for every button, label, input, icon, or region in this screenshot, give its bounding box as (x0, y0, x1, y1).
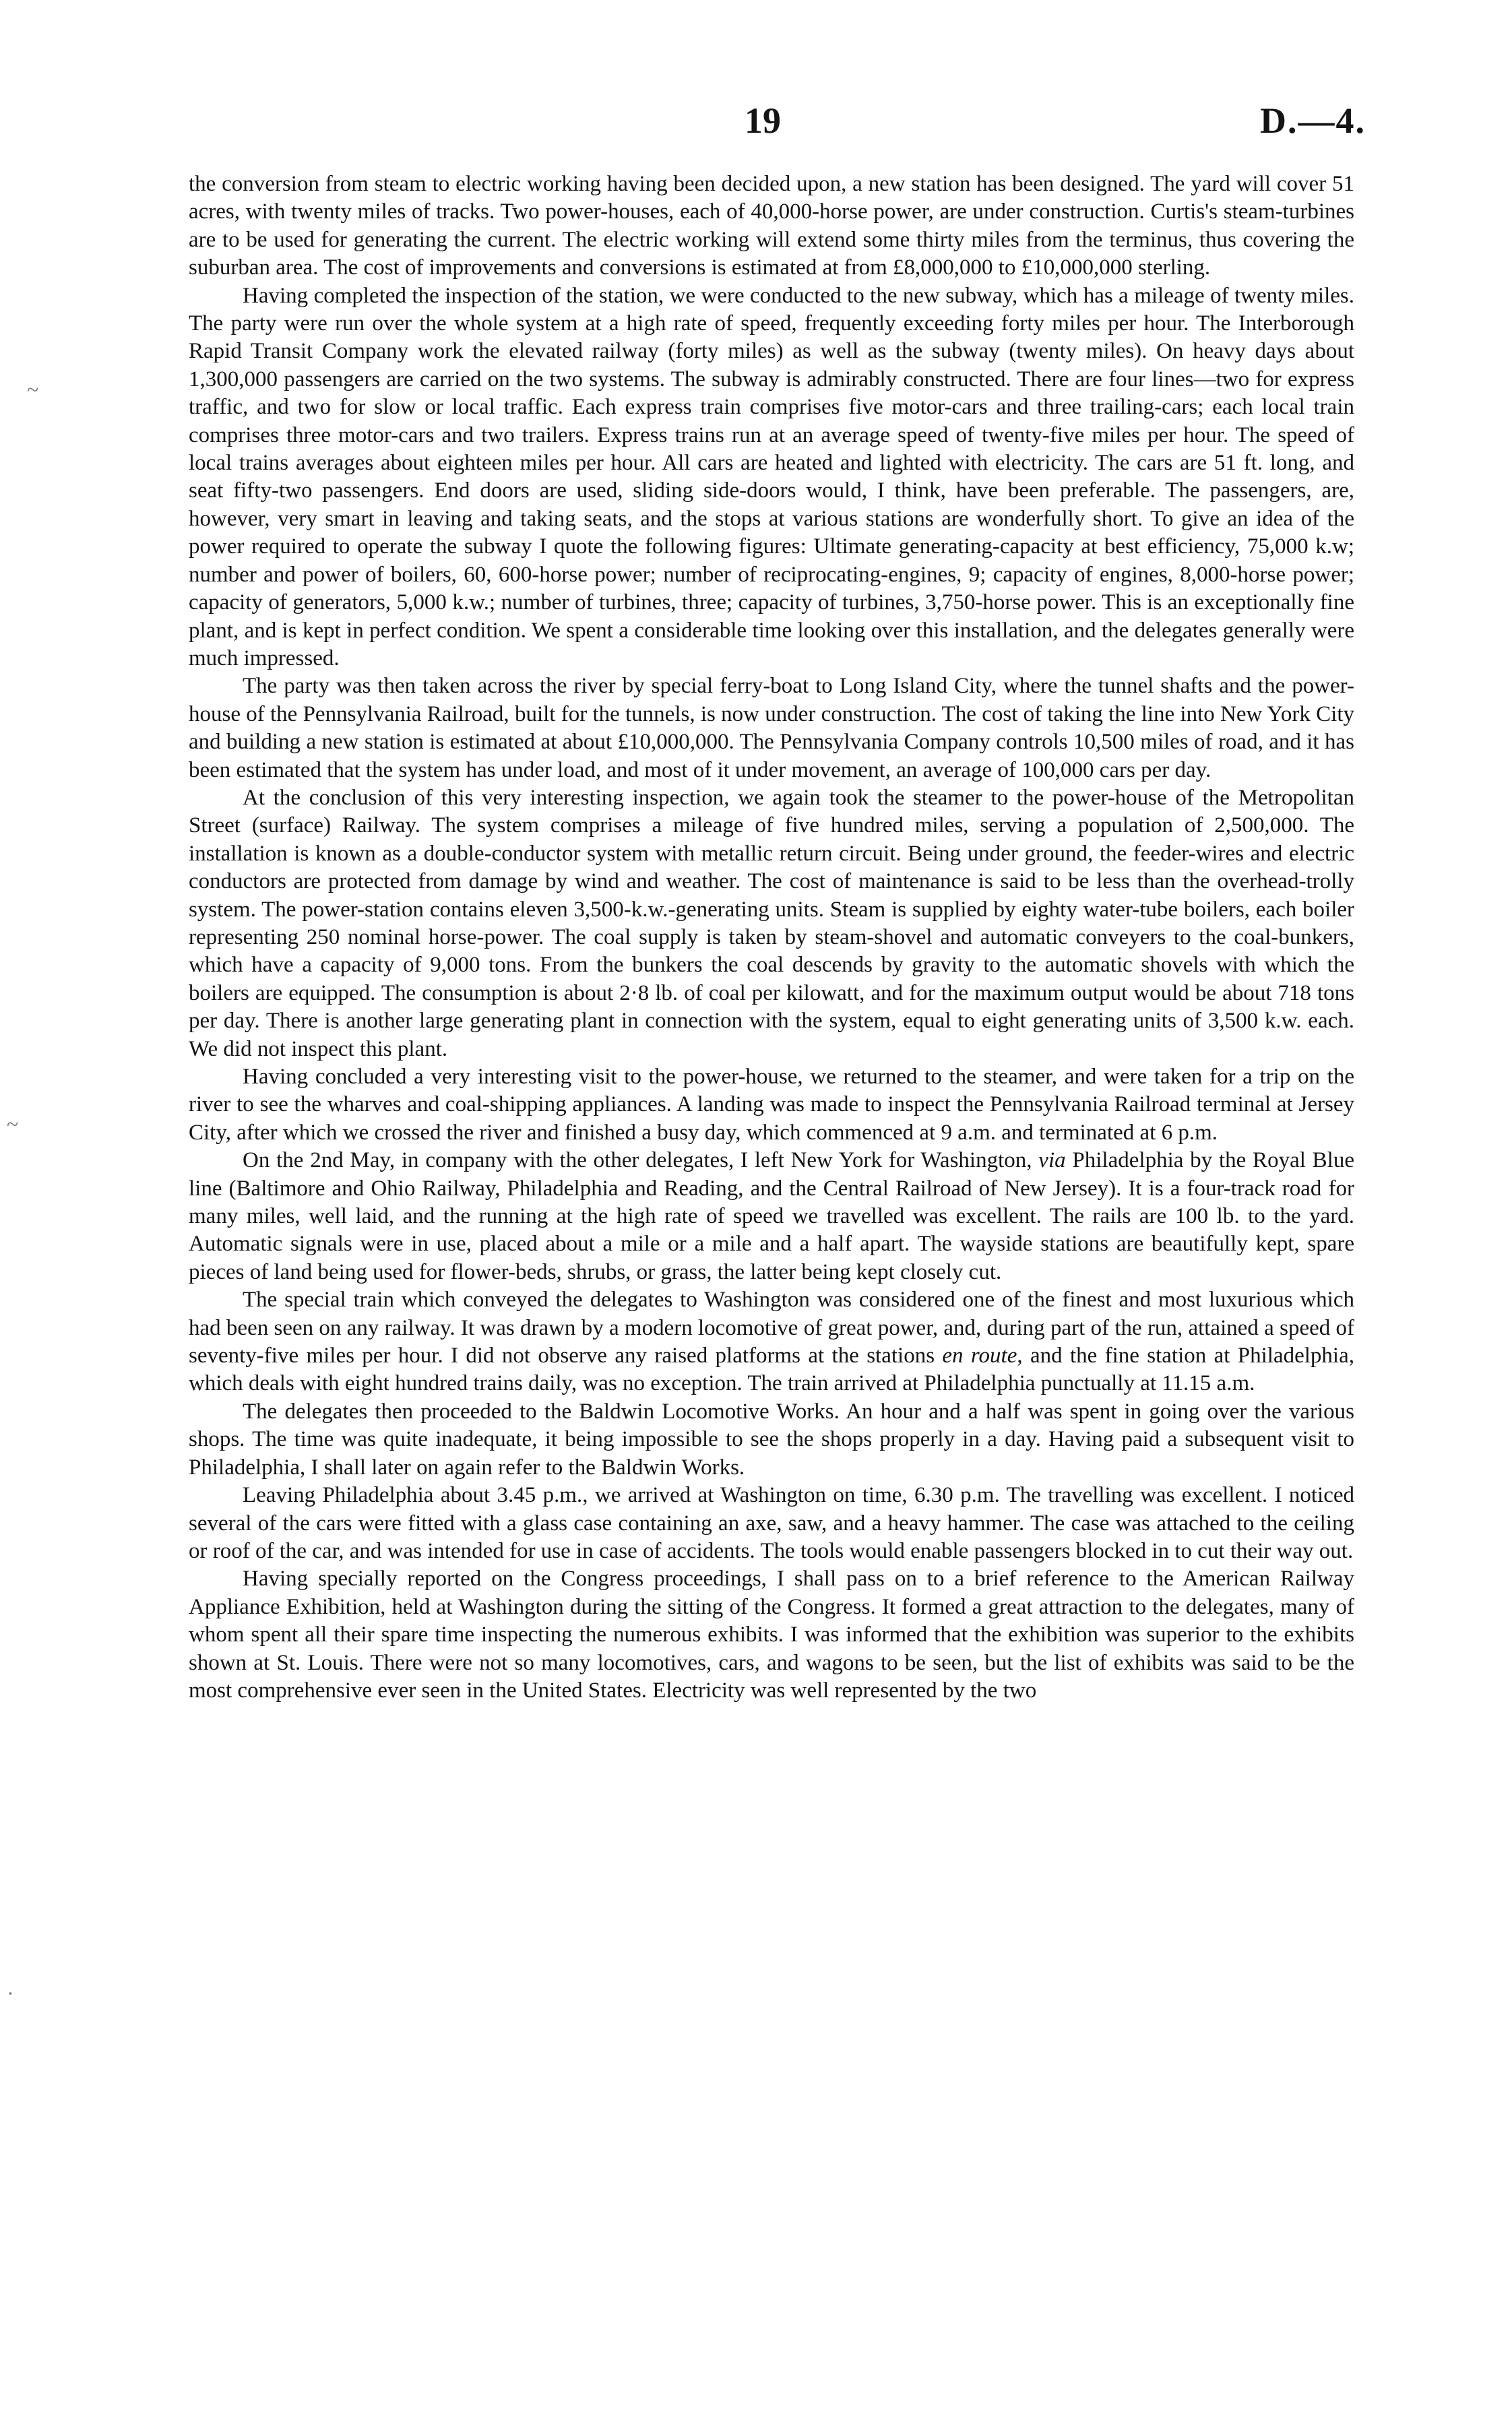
paragraph-text: On the 2nd May, in company with the other delegates, I left New York for Washington, (243, 1148, 1039, 1173)
document-reference: D.—4. (1260, 100, 1366, 141)
paragraph-text: The party was then taken across the river by special ferry-boat to Long Island City, where the tunnel shafts and the power-house of the Pennsylvania Railroad, built for the tunnels, is now under construction. The cost of taking the line into New York City and building a new station is estimated at about £10,000,000. The Pennsylvania Company controls 10,500 miles of road, and it has been estimated that the system has under load, and most of it under movement, an average of 100,000 cars per day. (189, 674, 1354, 782)
paragraph-3 (189, 672, 1354, 784)
margin-mark-2: ~ (7, 1112, 19, 1136)
paragraph-text: The delegates then proceeded to the Baldwin Locomotive Works. An hour and a half was spent in going over the various shops. The time was quite inadequate, it being impossible to see the shops properly in a day. Having paid a subsequent visit to Philadelphia, I shall later on again refer to the Baldwin Works. (189, 1399, 1354, 1480)
paragraph-text: Leaving Philadelphia about 3.45 p.m., we arrived at Washington on time, 6.30 p.m. The travelling was excellent. I noticed several of the cars were fitted with a glass case containing an axe, saw, and a heavy hammer. The case was attached to the ceiling or roof of the car, and was intended for use in case of accidents. The tools would enable passengers blocked in to cut their way out. (189, 1483, 1354, 1563)
paragraph-7 (189, 1286, 1354, 1398)
paragraph-text: The special train which conveyed the delegates to Washington was considered one of the finest and most luxurious which had been seen on any railway. It was drawn by a modern locomotive of great power, and, during part of the run, attained a speed of seventy-five miles per hour. I did not observe any raised platforms at the stations (189, 1288, 1354, 1368)
margin-mark-1: ~ (27, 377, 39, 402)
document-body (189, 170, 1354, 1705)
page-number: 19 (745, 100, 781, 141)
margin-mark-3: · (7, 1981, 14, 2005)
paragraph-text: the conversion from steam to electric working having been decided upon, a new station has been designed. The yard will cover 51 acres, with twenty miles of tracks. Two power-houses, each of 40,000-horse power, are under construction. Curtis's steam-turbines are to be used for generating the current. The electric working will extend some thirty miles from the terminus, thus covering the suburban area. The cost of improvements and conversions is estimated at from £8,000,000 to £10,000,000 sterling. (189, 172, 1354, 280)
paragraph-text: At the conclusion of this very interesting inspection, we again took the steamer to the power-house of the Metropolitan Street (surface) Railway. The system comprises a mileage of five hundred miles, serving a population of 2,500,000. The installation is known as a double-conductor system with metallic return circuit. Being under ground, the feeder-wires and electric conductors are protected from damage by wind and weather. The cost of maintenance is said to be less than the overhead-trolly system. The power-station contains eleven 3,500-k.w.-generating units. Steam is supplied by eighty water-tube boilers, each boiler representing 250 nominal horse-power. The coal supply is taken by steam-shovel and automatic conveyers to the coal-bunkers, which have a capacity of 9,000 tons. From the bunkers the coal descends by gravity to the automatic shovels with which the boilers are equipped. The consumption is about 2·8 lb. of coal per kilowatt, and for the maximum output would be about 718 tons per day. There is another large generating plant in connection with the system, equal to eight generating units of 3,500 k.w. each. We did not inspect this plant. (189, 785, 1354, 1061)
paragraph-text: Having concluded a very interesting visit to the power-house, we returned to the steamer, and were taken for a trip on the river to see the wharves and coal-shipping appliances. A landing was made to inspect the Pennsylvania Railroad terminal at Jersey City, after which we crossed the river and finished a busy day, which commenced at 9 a.m. and terminated at 6 p.m. (189, 1065, 1354, 1145)
italic-text: via (1038, 1148, 1066, 1173)
paragraph-10 (189, 1565, 1354, 1705)
paragraph-1 (189, 170, 1354, 282)
paragraph-text: Philadelphia by the Royal Blue line (Baltimore and Ohio Railway, Philadelphia and Reading, and the Central Railroad of New Jersey). It is a four-track road for many miles, well laid, and the running at the high rate of speed we travelled was excellent. The rails are 100 lb. to the yard. Automatic signals were in use, placed about a mile or a mile and a half apart. The wayside stations are beautifully kept, spare pieces of land being used for flower-beds, shrubs, or grass, the latter being kept closely cut. (189, 1148, 1354, 1284)
paragraph-9 (189, 1482, 1354, 1565)
paragraph-5 (189, 1063, 1354, 1147)
paragraph-text: Having specially reported on the Congress proceedings, I shall pass on to a brief reference to the American Railway Appliance Exhibition, held at Washington during the sitting of the Congress. It formed a great attraction to the delegates, many of whom spent all their spare time inspecting the numerous exhibits. I was informed that the exhibition was superior to the exhibits shown at St. Louis. There were not so many locomotives, cars, and wagons to be seen, but the list of exhibits was said to be the most comprehensive ever seen in the United States. Electricity was well represented by the two (189, 1567, 1354, 1703)
paragraph-6 (189, 1147, 1354, 1286)
paragraph-8 (189, 1398, 1354, 1482)
paragraph-text: , and the fine station at Philadelphia, which deals with eight hundred trains daily, was no exception. The train arrived at Philadelphia punctually at 11.15 a.m. (189, 1344, 1354, 1396)
italic-text: en route (942, 1344, 1017, 1368)
paragraph-2 (189, 282, 1354, 673)
paragraph-text: Having completed the inspection of the station, we were conducted to the new subway, which has a mileage of twenty miles. The party were run over the whole system at a high rate of speed, frequently exceeding forty miles per hour. The Interborough Rapid Transit Company work the elevated railway (forty miles) as well as the subway (twenty miles). On heavy days about 1,300,000 passengers are carried on the two systems. The subway is admirably constructed. There are four lines—two for express traffic, and two for slow or local traffic. Each express train comprises five motor-cars and three trailing-cars; each local train comprises three motor-cars and two trailers. Express trains run at an average speed of twenty-five miles per hour. The speed of local trains averages about eighteen miles per hour. All cars are heated and lighted with electricity. The cars are 51 ft. long, and seat fifty-two passengers. End doors are used, sliding side-doors would, I think, have been preferable. The passengers, are, however, very smart in leaving and taking seats, and the stops at various stations are wonderfully short. To give an idea of the power required to operate the subway I quote the following figures: Ultimate generating-capacity at best efficiency, 75,000 k.w; number and power of boilers, 60, 600-horse power; number of reciprocating-engines, 9; capacity of engines, 8,000-horse power; capacity of generators, 5,000 k.w.; number of turbines, three; capacity of turbines, 3,750-horse power. This is an exceptionally fine plant, and is kept in perfect condition. We spent a considerable time looking over this installation, and the delegates generally were much impressed. (189, 283, 1354, 670)
paragraph-4 (189, 784, 1354, 1063)
